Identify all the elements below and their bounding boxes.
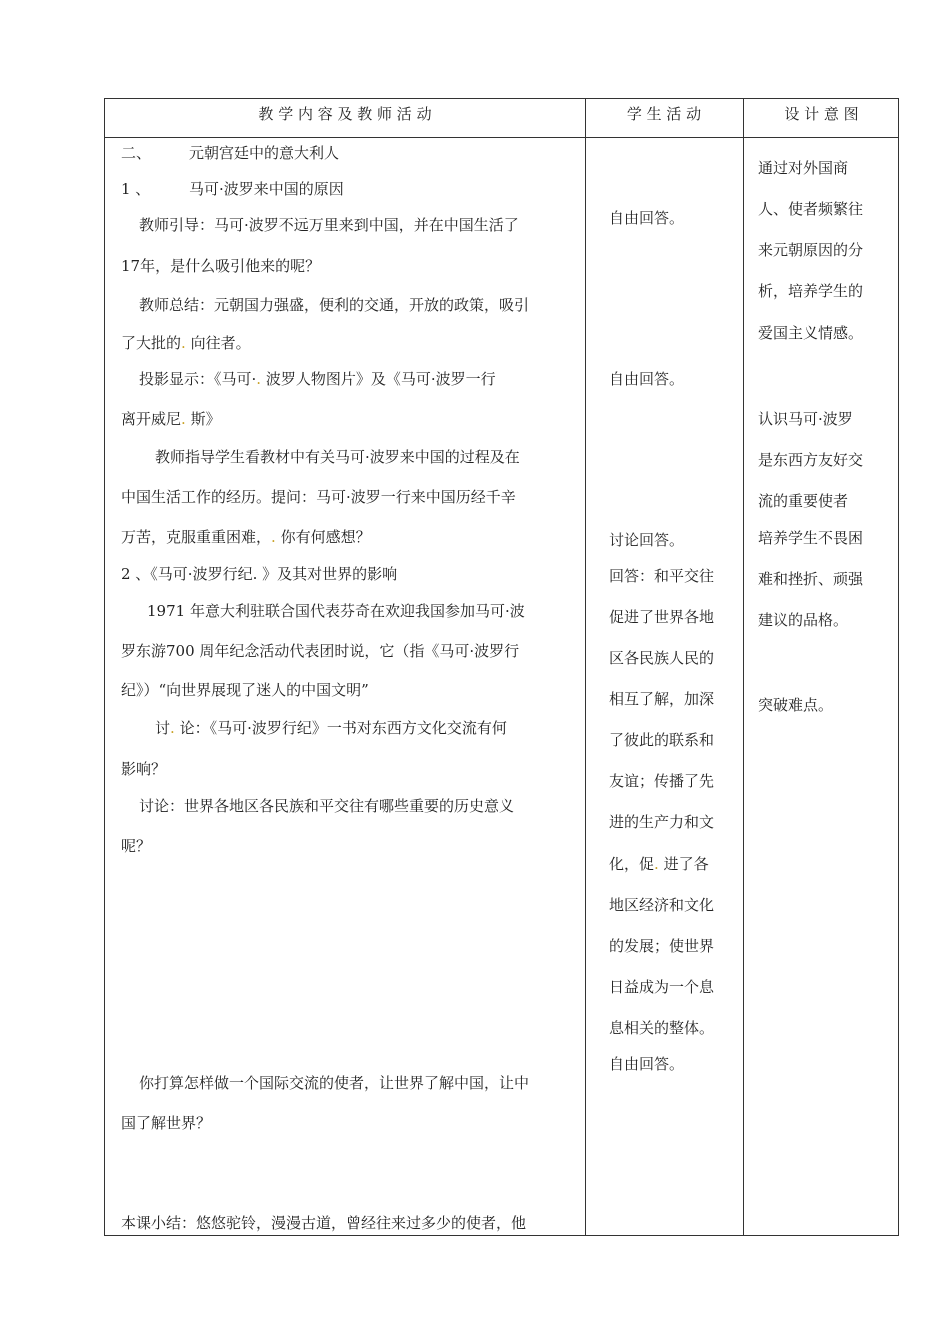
header-divider — [105, 137, 898, 138]
text-line: 培养学生不畏困 — [758, 529, 864, 547]
text-fragment: 了大批的 — [121, 334, 182, 352]
column-divider-2 — [743, 99, 744, 1235]
text-line: 自由回答。 — [609, 209, 685, 227]
text-line: 讨论回答。 — [609, 531, 685, 549]
text-line: 建议的品格。 — [758, 611, 849, 629]
subsection-title: 2 、《马可·波罗行纪. 》及其对世界的影响 — [121, 565, 398, 583]
text-fragment: 化，促 — [609, 855, 655, 873]
text-line: 中国生活工作的经历。提问：马可·波罗一行来中国历经千辛 — [121, 488, 516, 506]
text-line: 流的重要使者 — [758, 492, 849, 510]
text-line: 你打算怎样做一个国际交流的使者，让世界了解中国，让中 — [139, 1074, 530, 1092]
mark-dot: . — [271, 528, 276, 546]
text-line: 来元朝原因的分 — [758, 241, 864, 259]
text-line: 息相关的整体。 — [609, 1019, 715, 1037]
section-number: 二、 — [121, 144, 152, 162]
text-line: 析，培养学生的 — [758, 282, 864, 300]
text-line: 难和挫折、顽强 — [758, 570, 864, 588]
text-line: 通过对外国商 — [758, 159, 849, 177]
text-line: 了彼此的联系和 — [609, 731, 715, 749]
text-line — [121, 527, 371, 547]
text-fragment: 讨 — [155, 719, 171, 737]
text-line: 爱国主义情感。 — [758, 324, 864, 342]
text-line — [139, 369, 496, 389]
text-line: 是东西方友好交 — [758, 451, 864, 469]
text-line: 17年，是什么吸引他来的呢？ — [121, 257, 321, 275]
text-line: 国了解世界？ — [121, 1114, 212, 1132]
header-student-activity: 学 生 活 动 — [626, 105, 702, 123]
text-line: 突破难点。 — [758, 696, 834, 714]
text-line: 本课小结：悠悠驼铃，漫漫古道，曾经往来过多少的使者，他 — [121, 1214, 527, 1232]
text-line: 友谊；传播了先 — [609, 772, 715, 790]
section-title: 元朝宫廷中的意大利人 — [189, 144, 340, 162]
text-line: 地区经济和文化 — [609, 896, 715, 914]
text-line: 纪》）“向世界展现了迷人的中国文明” — [121, 681, 369, 699]
text-line: 自由回答。 — [609, 370, 685, 388]
text-line: 影响？ — [121, 760, 167, 778]
text-fragment: 你有何感想？ — [280, 528, 371, 546]
text-line: 相互了解，加深 — [609, 690, 715, 708]
text-line: 认识马可·波罗 — [758, 410, 853, 428]
text-line: 教师总结：元朝国力强盛，便利的交通，开放的政策，吸引 — [139, 296, 530, 314]
text-line: 回答：和平交往 — [609, 567, 715, 585]
mark-dot: . — [181, 410, 186, 428]
column-divider-1 — [585, 99, 586, 1235]
text-line: 教师引导：马可·波罗不远万里来到中国，并在中国生活了 — [139, 216, 519, 234]
header-design-intent: 设 计 意 图 — [784, 105, 859, 123]
text-fragment: 波罗人物图片》及《马可·波罗一行 — [265, 370, 496, 388]
subsection-number: 1 、 — [121, 180, 151, 198]
text-line: 教师指导学生看教材中有关马可·波罗来中国的过程及在 — [155, 448, 520, 466]
text-fragment: 投影显示：《马可· — [139, 370, 257, 388]
header-teacher-activity: 教 学 内 容 及 教 师 活 动 — [258, 105, 432, 123]
lesson-plan-table — [104, 98, 899, 1236]
text-line: 讨论：世界各地区各民族和平交往有哪些重要的历史意义 — [139, 797, 515, 815]
text-line: 促进了世界各地 — [609, 608, 715, 626]
text-line — [609, 854, 709, 874]
text-line: 呢？ — [121, 837, 152, 855]
text-fragment: 离开威尼 — [121, 410, 182, 428]
mark-dot: . — [654, 855, 659, 873]
mark-dot: . — [181, 334, 186, 352]
text-line: 区各民族人民的 — [609, 649, 715, 667]
mark-dot: . — [170, 719, 175, 737]
text-line: 的发展；使世界 — [609, 937, 715, 955]
text-line — [121, 409, 221, 429]
text-fragment: 万苦，克服重重困难， — [121, 528, 272, 546]
text-fragment: 进了各 — [663, 855, 709, 873]
text-fragment: 斯》 — [190, 410, 221, 428]
text-line: 日益成为一个息 — [609, 978, 715, 996]
text-line — [155, 718, 507, 738]
text-line: 人、使者频繁往 — [758, 200, 864, 218]
text-line — [121, 333, 251, 353]
text-fragment: 向往者。 — [190, 334, 251, 352]
text-line: 1971 年意大利驻联合国代表芬奇在欢迎我国参加马可·波 — [147, 602, 525, 620]
text-line: 进的生产力和文 — [609, 813, 715, 831]
mark-dot: . — [256, 370, 262, 388]
text-line: 罗东游700 周年纪念活动代表团时说，它（指《马可·波罗行 — [121, 642, 520, 660]
text-fragment: 论：《马可·波罗行纪》一书对东西方文化交流有何 — [179, 719, 507, 737]
subsection-title: 马可·波罗来中国的原因 — [189, 180, 344, 198]
text-line: 自由回答。 — [609, 1055, 685, 1073]
